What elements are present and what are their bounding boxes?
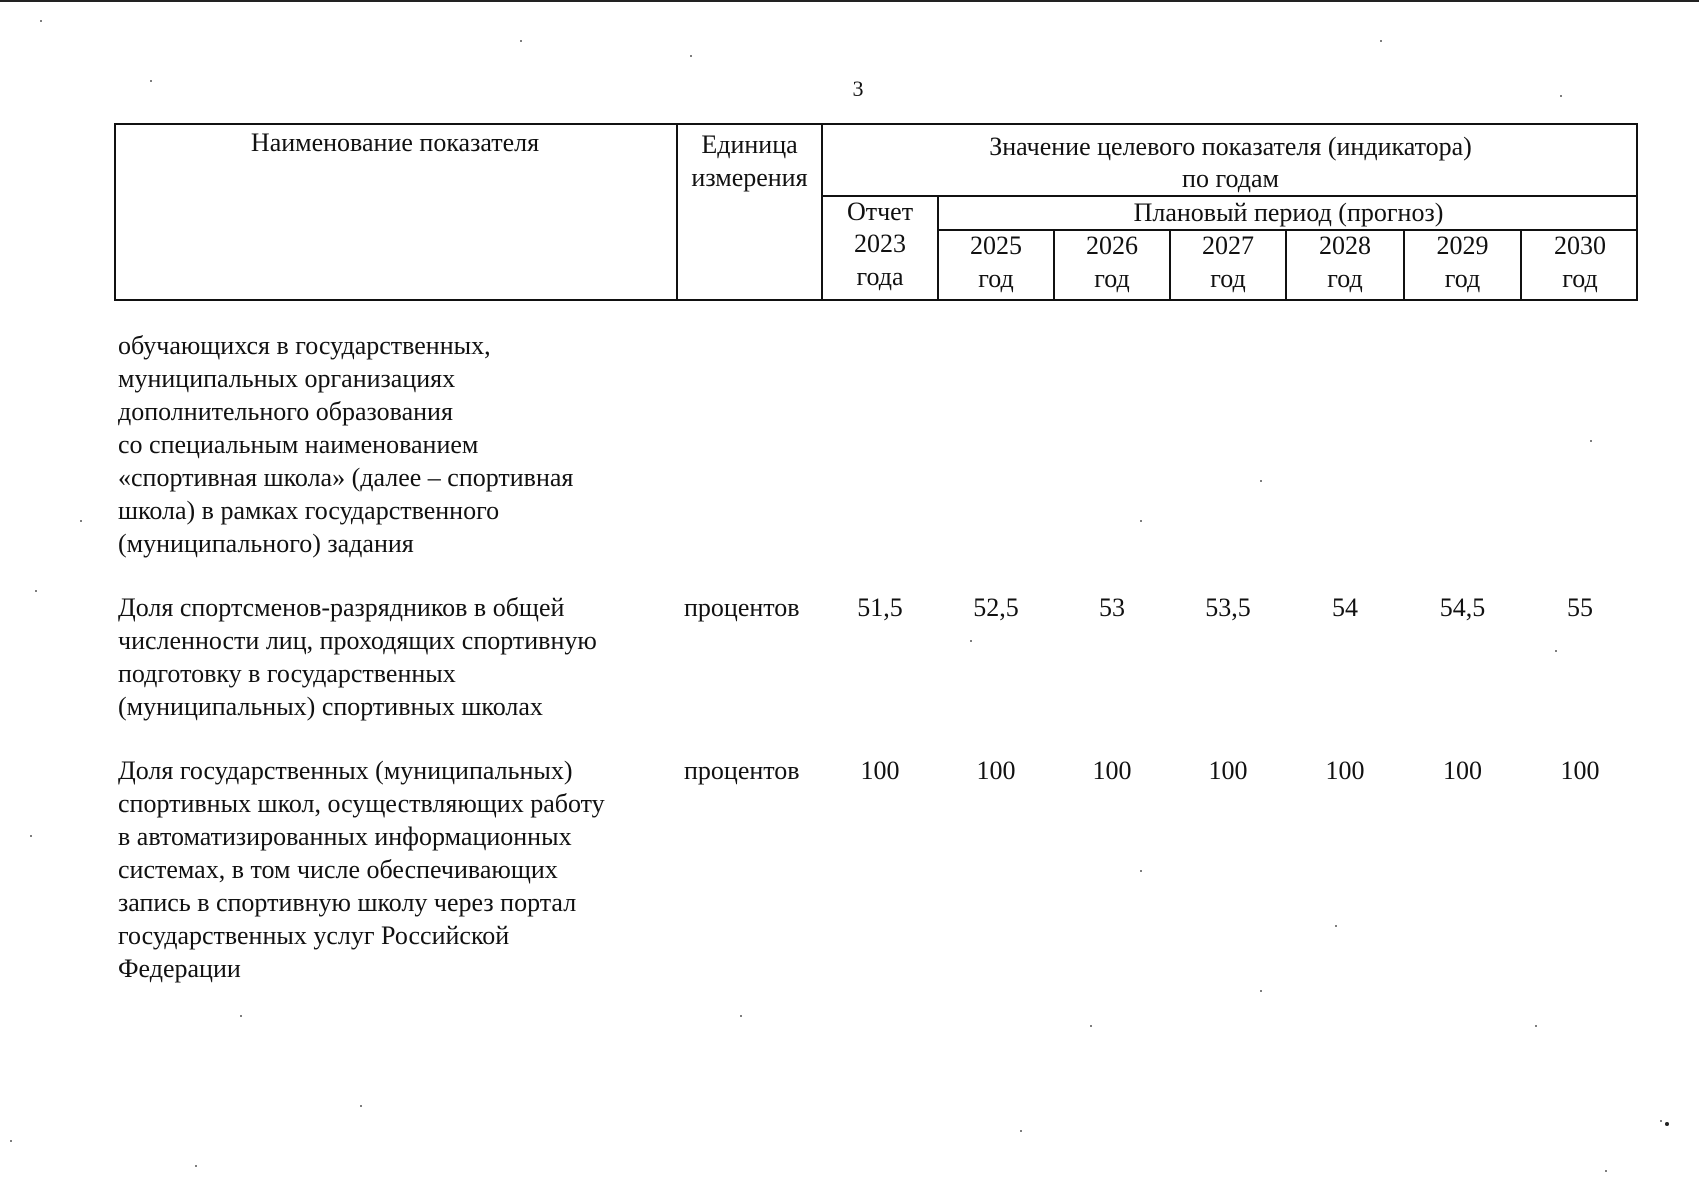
scan-speck <box>150 80 152 82</box>
indicator-value: 54 <box>1332 593 1358 622</box>
header-values-subtitle: по годам <box>1182 164 1279 193</box>
indicator-name <box>118 591 670 723</box>
header-year-suffix: год <box>978 264 1014 293</box>
scan-speck <box>10 1140 12 1142</box>
indicator-name <box>118 754 670 985</box>
indicator-name-line: системах, в том числе обеспечивающих <box>118 855 558 884</box>
scan-speck <box>1560 95 1562 97</box>
indicator-name-line: со специальным наименованием <box>118 430 479 459</box>
header-year: 2028 <box>1319 231 1371 260</box>
header-year-suffix: год <box>1210 264 1246 293</box>
header-year: 2027 <box>1202 231 1254 260</box>
page-top-edge <box>0 0 1699 2</box>
indicator-name-line: «спортивная школа» (далее – спортивная <box>118 463 574 492</box>
scan-speck <box>1660 1120 1662 1122</box>
indicator-unit: процентов <box>684 756 800 785</box>
scan-speck <box>360 1105 362 1107</box>
scan-speck <box>35 590 37 592</box>
header-year-suffix: год <box>1094 264 1130 293</box>
indicator-name-line: (муниципальных) спортивных школах <box>118 692 543 721</box>
header-year: 2029 <box>1436 231 1489 260</box>
indicator-value: 54,5 <box>1439 593 1486 622</box>
indicator-name-line: обучающихся в государственных, <box>118 331 491 360</box>
header-plan-label: Плановый период (прогноз) <box>1133 198 1444 227</box>
indicator-value: 55 <box>1567 593 1593 622</box>
indicator-name-line: Доля государственных (муниципальных) <box>118 756 573 785</box>
indicator-name-line: школа) в рамках государственного <box>118 496 500 525</box>
indicator-name-line: государственных услуг Российской <box>118 921 510 950</box>
indicator-name-line: численности лиц, проходящих спортивную <box>118 626 597 655</box>
indicator-name-line: запись в спортивную школу через портал <box>118 888 577 917</box>
scan-speck <box>40 20 42 22</box>
header-year: 2025 <box>970 231 1022 260</box>
scan-speck <box>1335 925 1337 927</box>
header-year: 2026 <box>1086 231 1138 260</box>
indicator-name-line: подготовку в государственных <box>118 659 456 688</box>
indicator-name-line: дополнительного образования <box>118 397 453 426</box>
scan-speck <box>195 1165 197 1167</box>
header-year: 2030 <box>1554 231 1606 260</box>
scan-speck <box>690 55 692 57</box>
indicator-value: 100 <box>1208 756 1248 785</box>
indicator-name-line: в автоматизированных информационных <box>118 822 572 851</box>
header-year-suffix: год <box>1327 264 1363 293</box>
header-report-label: Отчет <box>846 197 914 226</box>
indicator-value: 53,5 <box>1205 593 1251 622</box>
scan-speck <box>1140 870 1142 872</box>
header-report-suffix: года <box>856 262 904 291</box>
scan-speck <box>1535 1025 1537 1027</box>
indicator-value: 53 <box>1099 593 1125 622</box>
header-name-column: Наименование показателя <box>250 128 540 157</box>
scan-speck <box>1260 480 1262 482</box>
scan-speck <box>80 520 82 522</box>
indicator-value: 100 <box>976 756 1016 785</box>
indicator-name-line: спортивных школ, осуществляющих работу <box>118 789 605 818</box>
indicator-name-line: муниципальных организациях <box>118 364 456 393</box>
scan-speck <box>1665 1122 1669 1126</box>
scan-speck <box>970 640 972 642</box>
page-number: 3 <box>852 76 864 101</box>
header-year-suffix: год <box>1562 264 1598 293</box>
indicator-name-line: Федерации <box>118 954 241 983</box>
header-year-suffix: год <box>1444 264 1481 293</box>
indicator-value: 100 <box>1443 756 1482 785</box>
scan-speck <box>1140 520 1142 522</box>
indicator-value: 51,5 <box>857 593 903 622</box>
indicator-value: 100 <box>1560 756 1600 785</box>
scan-speck <box>1020 1130 1022 1132</box>
scan-speck <box>740 1015 742 1017</box>
indicator-value: 100 <box>1092 756 1132 785</box>
scan-speck <box>240 1015 242 1017</box>
indicator-value: 100 <box>1325 756 1365 785</box>
indicator-name-line: Доля спортсменов-разрядников в общей <box>118 593 565 622</box>
scan-speck <box>1605 1170 1607 1172</box>
scan-speck <box>1380 40 1382 42</box>
indicator-unit: процентов <box>684 593 800 622</box>
scan-speck <box>1260 990 1262 992</box>
scan-speck <box>1555 650 1557 652</box>
scan-speck <box>1590 440 1592 442</box>
scan-speck <box>520 40 522 42</box>
header-values-title: Значение целевого показателя (индикатора) <box>989 132 1472 161</box>
header-unit-column: Единица измерения <box>691 130 808 192</box>
scan-speck <box>1090 1025 1092 1027</box>
indicator-value: 52,5 <box>973 593 1019 622</box>
scan-speck <box>30 835 32 837</box>
header-report-year: 2023 <box>854 229 906 258</box>
indicator-name-line: (муниципального) задания <box>118 529 414 558</box>
indicator-value: 100 <box>860 756 900 785</box>
indicator-name <box>118 329 670 560</box>
